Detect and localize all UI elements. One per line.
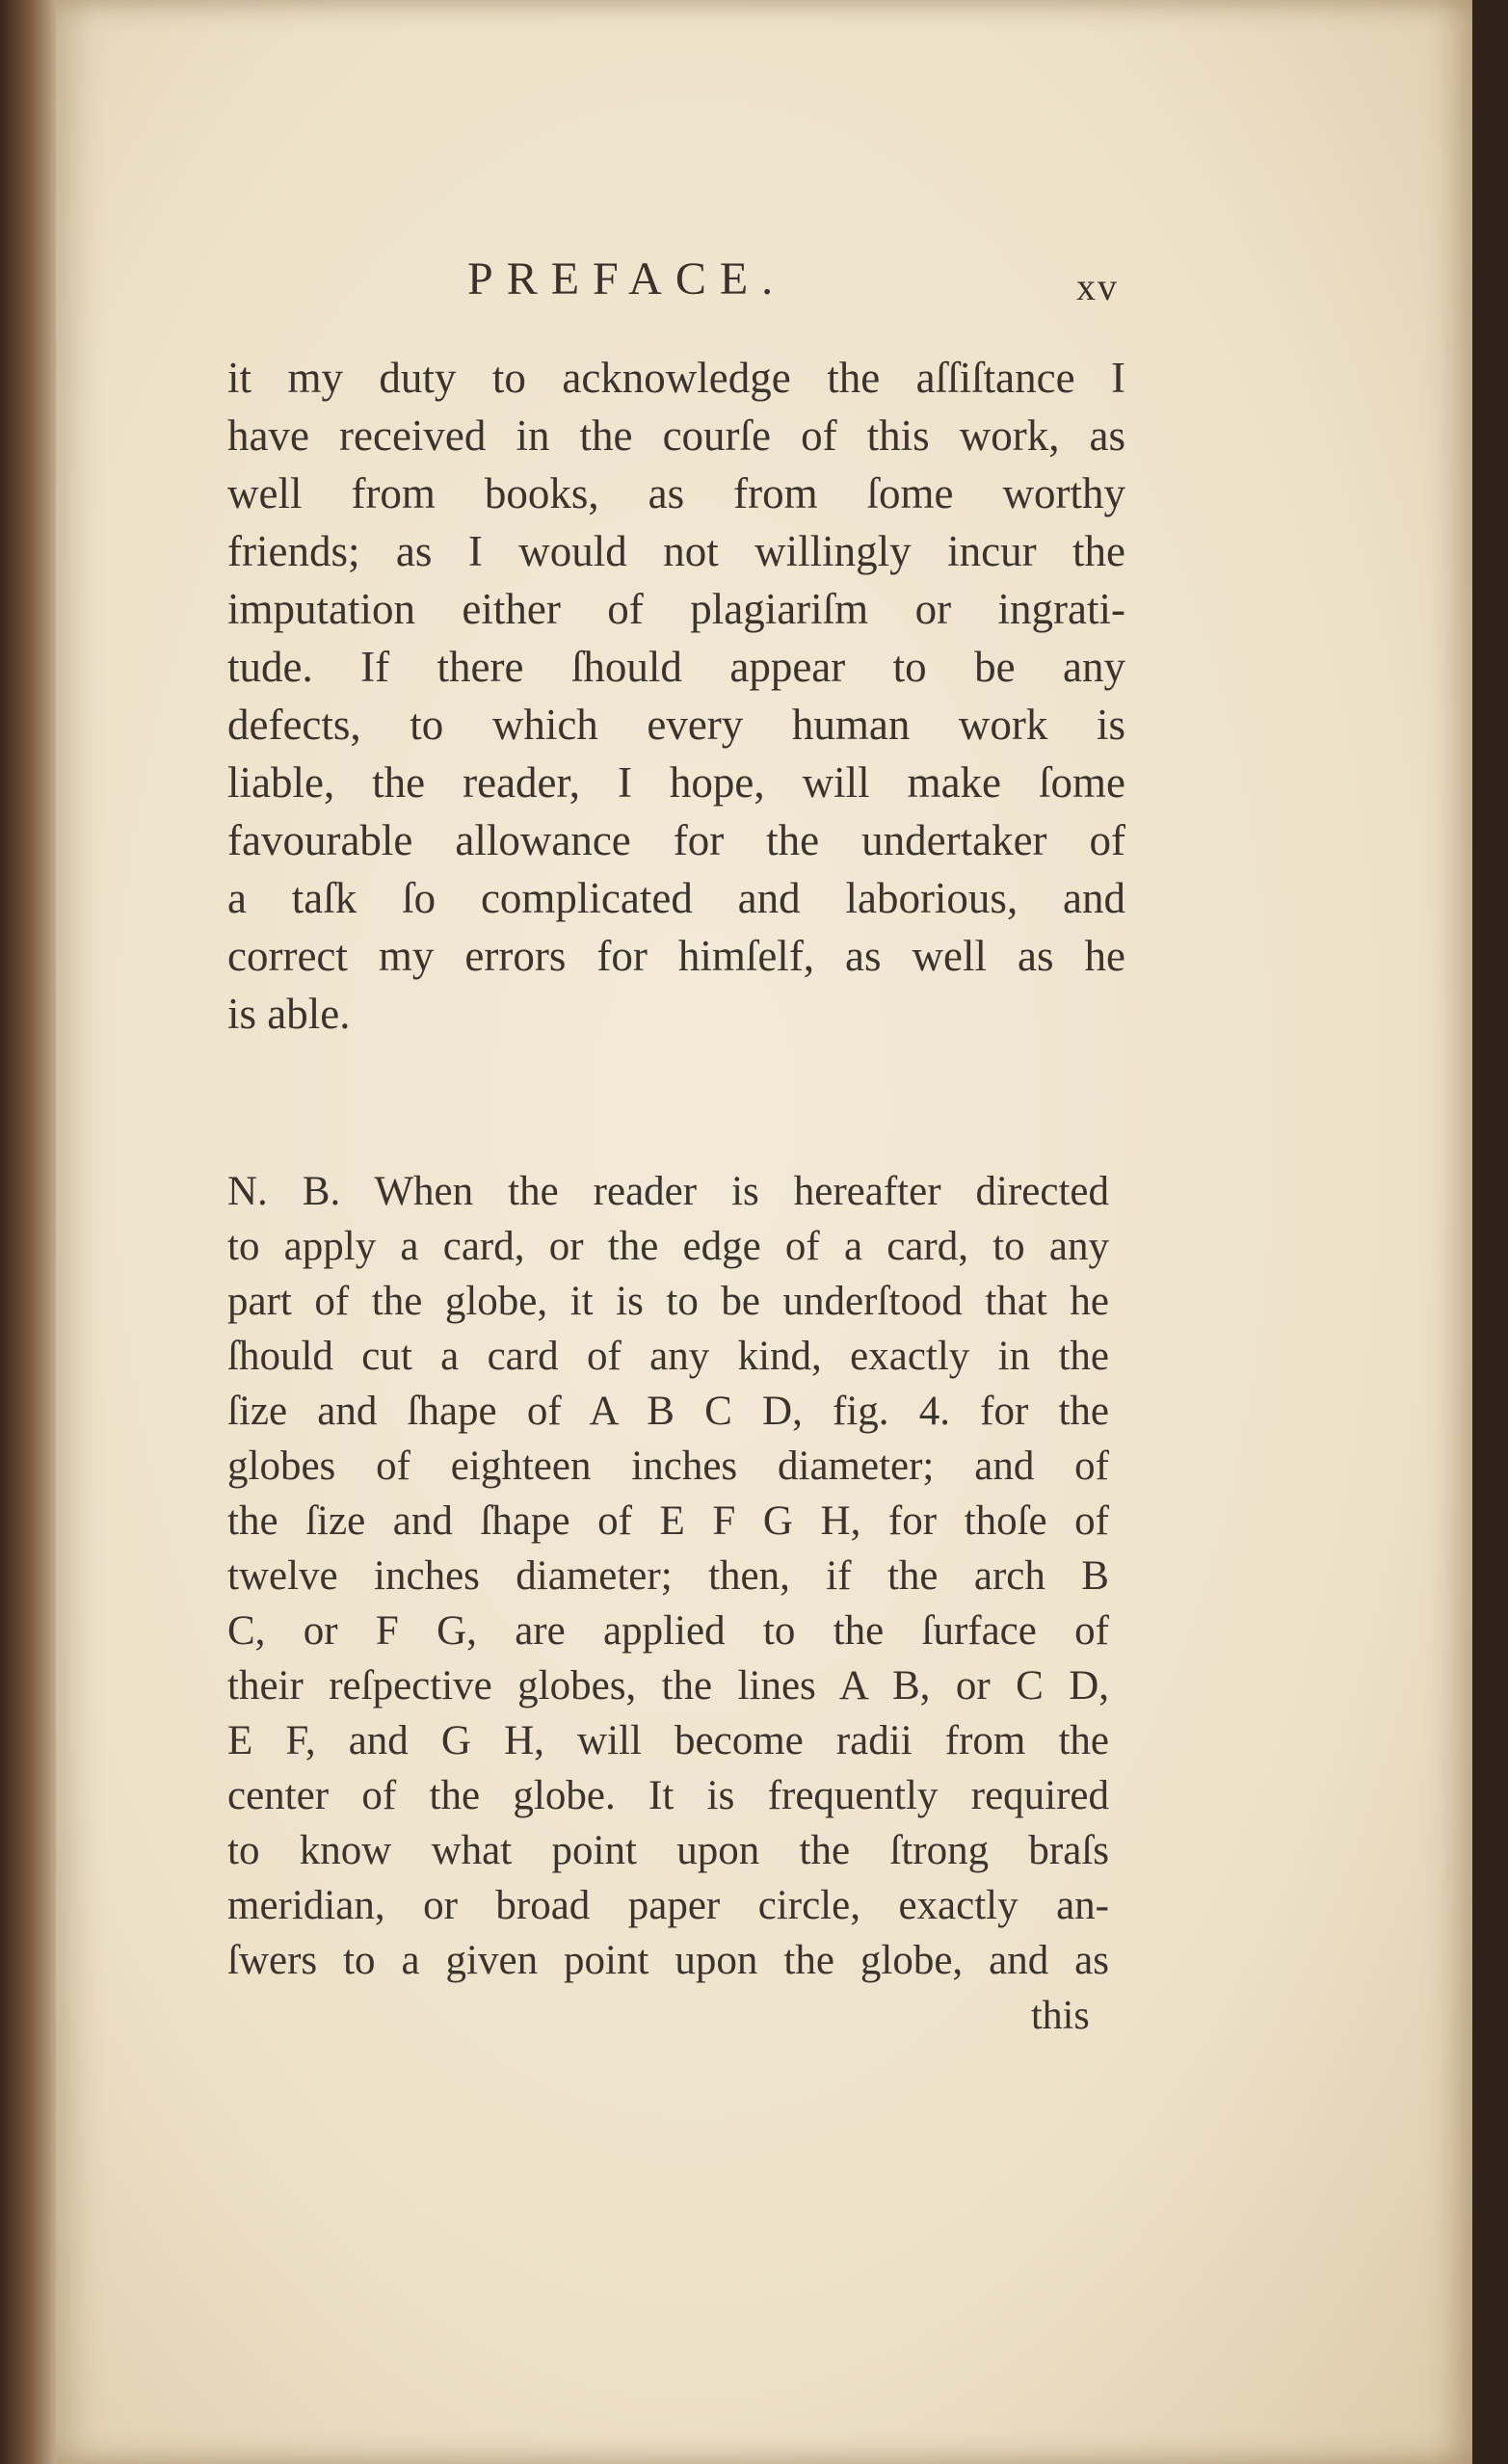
text-line: friends; as I would not willingly incur the [227,527,1125,575]
book-binding [0,0,60,2464]
text-line: meridian, or broad paper circle, exactly an- [227,1883,1109,1928]
text-line: it my duty to acknowledge the aſſiſtance I [227,354,1125,402]
paragraph-1 [227,349,1125,1043]
page-edge-background [1472,0,1508,2464]
text-line: favourable allowance for the undertaker of [227,816,1125,864]
text-line: ſhould cut a card of any kind, exactly in the [227,1334,1109,1379]
text-line: part of the globe, it is to be underſtood that he [227,1279,1109,1324]
text-line: N. B. When the reader is hereafter directed [227,1169,1109,1214]
text-line: well from books, as from ſome worthy [227,469,1125,517]
running-head-title: PREFACE. [467,253,787,305]
catchword: this [1031,1994,1090,2038]
text-line: globes of eighteen inches diameter; and of [227,1444,1109,1489]
text-line: liable, the reader, I hope, will make ſome [227,758,1125,807]
text-line: C, or F G, are applied to the ſurface of [227,1608,1109,1654]
text-line: twelve inches diameter; then, if the arch B [227,1553,1109,1599]
text-line: a taſk ſo complicated and laborious, and [227,874,1125,922]
paragraph-nota-bene [227,1164,1109,1988]
text-line: their reſpective globes, the lines A B, or C D, [227,1663,1109,1709]
text-line: to know what point upon the ſtrong braſs [227,1828,1109,1873]
text-line: have received in the courſe of this work, as [227,411,1125,460]
text-line: to apply a card, or the edge of a card, to any [227,1224,1109,1269]
text-line: tude. If there ſhould appear to be any [227,643,1125,691]
page-number: xv [1076,265,1119,308]
text-line: imputation either of plagiariſm or ingrati- [227,585,1125,633]
text-line: center of the globe. It is frequently required [227,1773,1109,1818]
text-line: ſize and ſhape of A B C D, fig. 4. for the [227,1389,1109,1434]
text-line: defects, to which every human work is [227,701,1125,749]
text-line: is able. [227,990,351,1038]
text-line: the ſize and ſhape of E F G H, for thoſe of [227,1498,1109,1544]
text-line: E F, and G H, will become radii from the [227,1718,1109,1763]
text-line: correct my errors for himſelf, as well as he [227,932,1125,980]
text-line: ſwers to a given point upon the globe, and as [227,1938,1109,1983]
